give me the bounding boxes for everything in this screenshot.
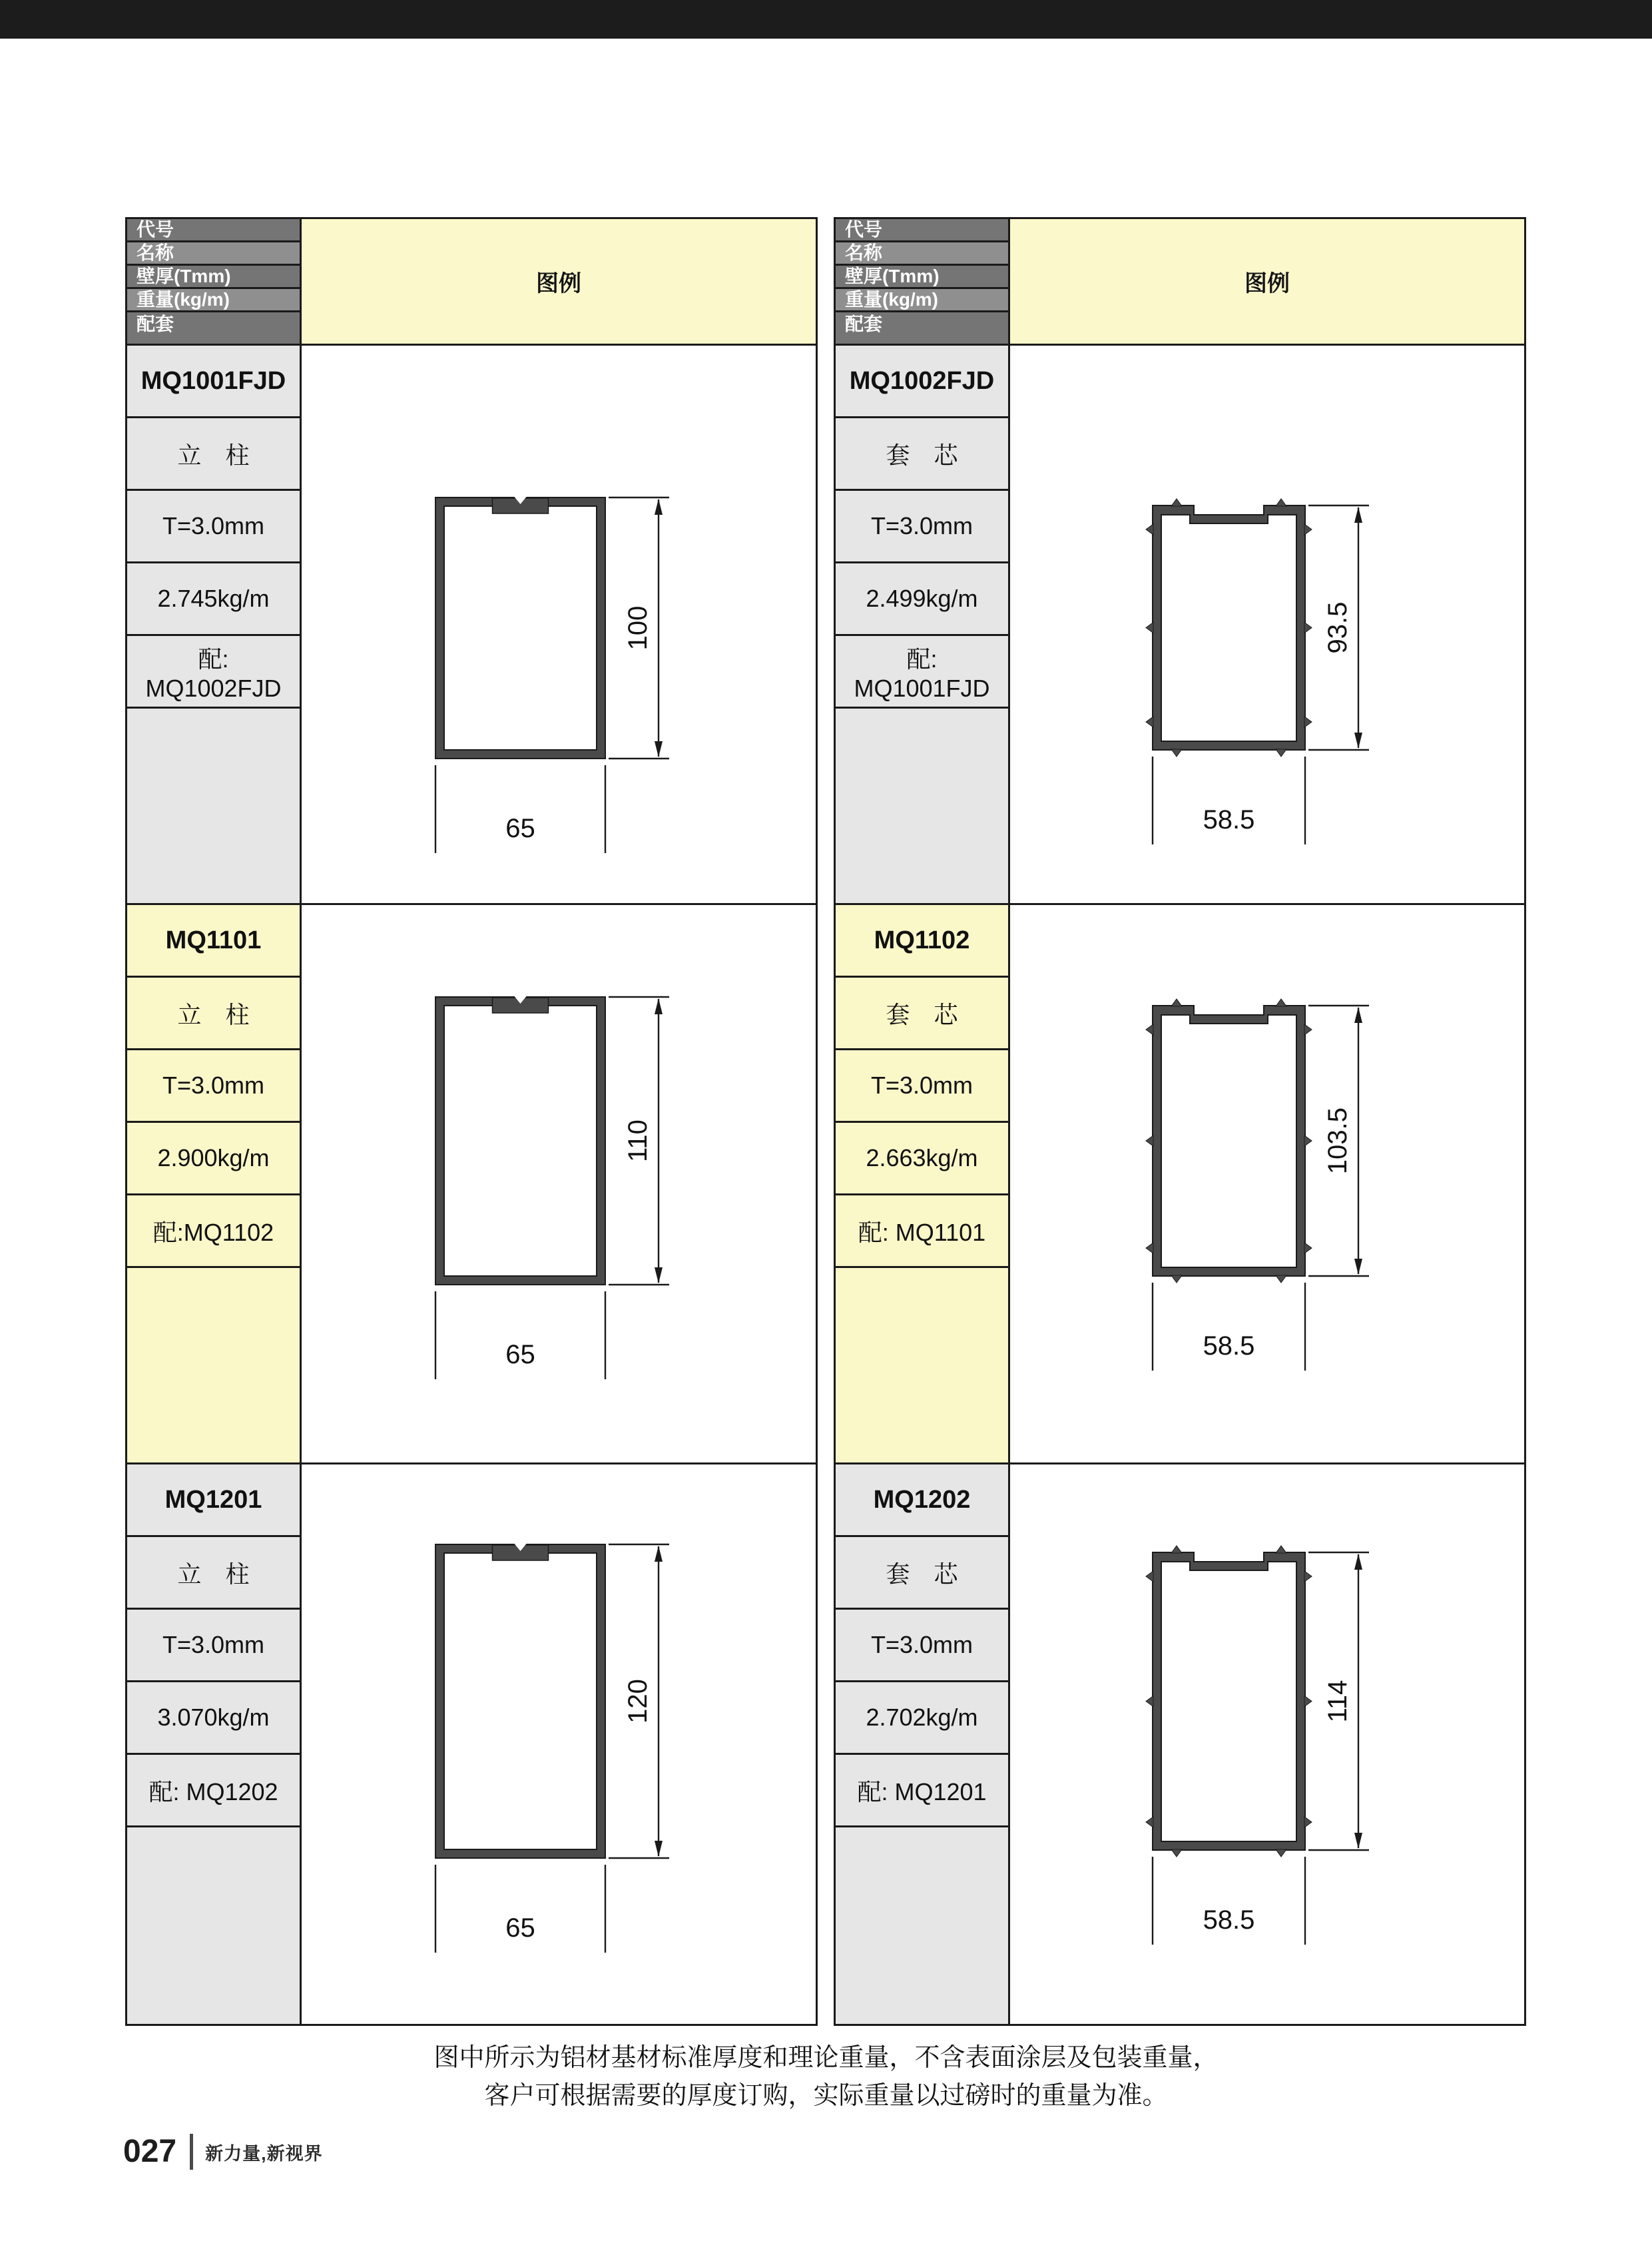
product-name: 套 芯 — [836, 418, 1008, 491]
label-filler — [836, 1827, 1008, 2024]
profile-cross-section-svg — [1142, 1532, 1393, 1957]
product-thickness: T=3.0mm — [127, 1610, 300, 1682]
product-name: 套 芯 — [836, 1537, 1008, 1610]
profile-drawing — [1010, 1464, 1524, 2024]
profile-cross-section-svg — [425, 478, 693, 865]
header-cell-thickness: 壁厚(Tmm) — [127, 266, 300, 289]
product-section — [127, 1464, 816, 2024]
width-dimension-label: 58.5 — [1203, 1905, 1254, 1935]
product-section — [836, 1464, 1524, 2024]
table-header — [836, 219, 1524, 346]
width-dimension-label: 58.5 — [1203, 805, 1254, 834]
profile-drawing — [302, 905, 816, 1462]
product-match: 配: MQ1201 — [836, 1755, 1008, 1827]
product-match: 配: MQ1101 — [836, 1195, 1008, 1268]
product-table-left — [125, 217, 818, 2026]
footer-slogan: 新力量,新视界 — [205, 2143, 323, 2164]
product-weight: 2.663kg/m — [836, 1123, 1008, 1195]
footnote — [0, 2039, 1652, 2115]
page-number: 027 — [123, 2134, 177, 2169]
product-labels — [836, 1464, 1010, 2024]
header-cell-weight: 重量(kg/m) — [127, 289, 300, 312]
height-dimension-label: 110 — [623, 1119, 653, 1162]
footnote-line-2: 客户可根据需要的厚度订购，实际重量以过磅时的重量为准。 — [484, 2082, 1168, 2110]
width-dimension-label: 65 — [505, 1913, 535, 1943]
label-filler — [127, 1827, 300, 2024]
header-field-labels — [127, 219, 302, 344]
label-filler — [836, 1268, 1008, 1462]
product-weight: 2.745kg/m — [127, 563, 300, 636]
profile-cross-section-svg — [425, 977, 693, 1391]
height-dimension-label: 93.5 — [1322, 601, 1352, 654]
height-dimension-label: 100 — [623, 605, 653, 650]
product-code: MQ1202 — [836, 1464, 1008, 1537]
product-section — [127, 346, 816, 905]
top-bar — [0, 0, 1652, 39]
width-dimension-label: 65 — [505, 1339, 535, 1369]
product-name: 立 柱 — [127, 418, 300, 491]
product-thickness: T=3.0mm — [836, 1050, 1008, 1123]
product-section — [127, 905, 816, 1464]
profile-drawing — [302, 1464, 816, 2024]
product-match: 配:MQ1102 — [127, 1195, 300, 1268]
product-thickness: T=3.0mm — [836, 1610, 1008, 1682]
product-weight: 2.702kg/m — [836, 1682, 1008, 1755]
product-name: 立 柱 — [127, 978, 300, 1050]
height-dimension-label: 103.5 — [1322, 1107, 1352, 1174]
product-weight: 3.070kg/m — [127, 1682, 300, 1755]
product-thickness: T=3.0mm — [127, 491, 300, 563]
header-cell-weight: 重量(kg/m) — [836, 289, 1008, 312]
product-labels — [836, 346, 1010, 903]
header-cell-thickness: 壁厚(Tmm) — [836, 266, 1008, 289]
product-section — [836, 346, 1524, 905]
legend-header-cell: 图例 — [1010, 219, 1524, 344]
product-thickness: T=3.0mm — [127, 1050, 300, 1123]
table-header — [127, 219, 816, 346]
product-table-right — [834, 217, 1526, 2026]
product-code: MQ1101 — [127, 905, 300, 978]
width-dimension-label: 58.5 — [1203, 1331, 1254, 1361]
product-thickness: T=3.0mm — [836, 491, 1008, 563]
product-match: 配: MQ1002FJD — [127, 636, 300, 709]
header-field-labels — [836, 219, 1010, 344]
product-labels — [127, 346, 302, 903]
product-labels — [127, 905, 302, 1462]
header-cell-name: 名称 — [836, 242, 1008, 266]
profile-drawing — [1010, 346, 1524, 903]
product-code: MQ1201 — [127, 1464, 300, 1537]
product-section — [836, 905, 1524, 1464]
profile-drawing — [1010, 905, 1524, 1462]
product-code: MQ1001FJD — [127, 346, 300, 418]
label-filler — [127, 1268, 300, 1462]
product-name: 立 柱 — [127, 1537, 300, 1610]
header-cell-match: 配套 — [836, 312, 1008, 336]
product-labels — [836, 905, 1010, 1462]
product-name: 套 芯 — [836, 978, 1008, 1050]
header-cell-code: 代号 — [127, 219, 300, 242]
product-code: MQ1002FJD — [836, 346, 1008, 418]
profile-cross-section-svg — [1142, 986, 1393, 1383]
legend-header-cell: 图例 — [302, 219, 816, 344]
footer-divider — [190, 2134, 193, 2170]
height-dimension-label: 114 — [1322, 1680, 1352, 1722]
product-weight: 2.499kg/m — [836, 563, 1008, 636]
header-cell-name: 名称 — [127, 242, 300, 266]
width-dimension-label: 65 — [505, 813, 535, 843]
height-dimension-label: 120 — [623, 1678, 653, 1724]
profile-cross-section-svg — [1142, 485, 1393, 856]
product-labels — [127, 1464, 302, 2024]
product-match: 配: MQ1202 — [127, 1755, 300, 1827]
label-filler — [836, 709, 1008, 903]
footnote-line-1: 图中所示为铝材基材标准厚度和理论重量，不含表面涂层及包装重量， — [433, 2044, 1219, 2072]
product-match: 配: MQ1001FJD — [836, 636, 1008, 709]
product-weight: 2.900kg/m — [127, 1123, 300, 1195]
profile-cross-section-svg — [425, 1524, 693, 1965]
product-code: MQ1102 — [836, 905, 1008, 978]
page-footer — [123, 2134, 323, 2170]
label-filler — [127, 709, 300, 903]
header-cell-match: 配套 — [127, 312, 300, 336]
header-cell-code: 代号 — [836, 219, 1008, 242]
profile-drawing — [302, 346, 816, 903]
